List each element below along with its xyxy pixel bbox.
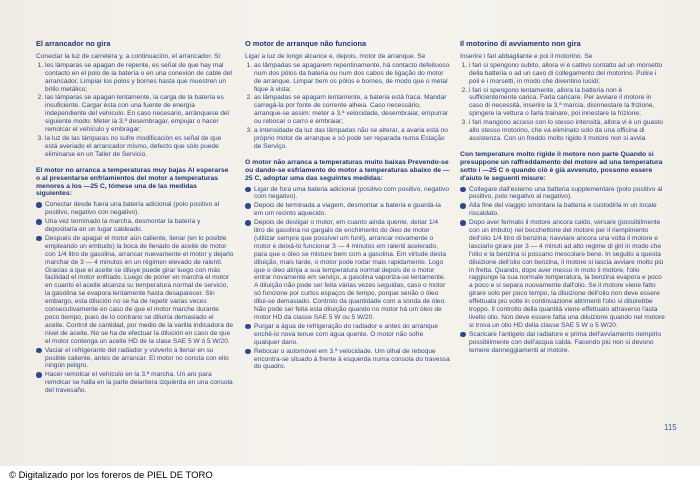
list-item — [245, 323, 450, 347]
list-item-text: Una vez terminado la marcha, desmontar la batería y depositarla en un lugar caldeado. — [45, 218, 201, 234]
numbered-list — [36, 62, 234, 159]
list-item-text: Ligar de fora uma bateria adicional (positivo com positivo, negativo com negativo). — [254, 185, 449, 201]
list-item: 2. las lámparas se apagan lentamente, la carga de la batería es insuficiente. Cargar ésta con una fuente de energía independiente del vehículo. En caso necesario, arránquese del siguiente modo: Meter la 3.ª desembragar, empujar o hacer remolcar el vehículo y embragar; — [45, 94, 234, 134]
bullet-icon — [245, 349, 251, 355]
credit-text: © Digitalizado por los foreros de PIEL DE TORO — [9, 470, 213, 481]
bullet-icon — [36, 236, 42, 242]
bullet-icon — [245, 220, 251, 226]
list-item-text: Scaricare l'antigelo dal radiatore e prima dell'avviamento riempirlo possibilmente con dell'acqua calda. Facendo più non si devono temere danneggiamenti al motore. — [469, 330, 661, 354]
numbered-list — [460, 62, 665, 143]
list-item-text: Depois de desligar o motor, em cuanto ainda quente, deitar 1/4 litro de gasolina no gargalo de enchimento do óleo de motor (utilizar sempre que possível um funil), arrancar novamente o motor e deixá-lo funcionar 3 — 4 minutos em ralenti acelerado, para que o óleo se misture bem com a gasolina. Em virtude desta diluição, mais tarde, o motor pode rodar mais rapidamente. Logo que o óleo atinja a sua temperatura normal depois de o motor entrar novamente em serviço, a gasolina vaporiza-se lentamente. A diluição não pode ser feita várias vezes seguidas, caso o motor só funcione por curtos espaços de tempo, porque senão o óleo dilui-se demasiado. Controlo da quantidade com a sonda de óleo. Não pode ser feita esta diluição quando no motor há um óleo de motor HD da classe SAE 5 W ou 5 W/20. — [254, 219, 447, 321]
bullet-list — [460, 186, 665, 355]
bullet-icon — [36, 372, 42, 378]
list-item — [245, 219, 450, 322]
subsection-title: O motor não arranca a temperaturas muito baixas Prevendo-se ou dando-se esfriamento do motor a temperaturas abaixo de —25 C, adoptar uma das seguintes medidas: — [245, 158, 450, 182]
bullet-icon — [36, 202, 42, 208]
bullet-list — [36, 201, 234, 395]
list-item-text: Dopo aver fermato il motore ancora caldo, versare (possibilmente con un imbuto) nel bocchettone del motore per il riempimento dell'olio 1/4 litro di benzina; riavviare ancora una volta il motore e lasciarlo girare per 3 — 4 minuti ad alto regime di giri in modo che l'olio e la benzina si possano mescolare bene. In seguito a questa diluizione dell'olio con benzina, il motore si lascia avviare molto più in fretta. Quando, dopo aver messo in moto il motore, l'olio raggiunge la sua normale temperatura, la benzina evapora e poco a poco e si separa nuovamente dall'olio. Se il motore viene fatto girare solo per poco tempo, la diluizione dell'olio non deve essere effettuata più volte in continuazione altrimenti l'olio si diluirebbe troppo. Il controllo della quantità viene effettuato attraverso l'asta livello olio. Non deve essere fatta una diluizione quando nel motore si trova un olio HD della classe SAE 5 W o 5 W/20. — [469, 219, 665, 329]
list-item-text: Rebocar o automóvel em 3.ª velocidade. Um olhal de reboque encontra-se situado à frente à esquerda numa consola do travessa do quadro. — [254, 347, 450, 371]
bullet-icon — [245, 203, 251, 209]
bullet-icon — [460, 332, 466, 338]
subsection-title: El motor no arranca a temperaturas muy bajas Al esperarse o al presentarse enfriamientos del motor a temperaturas menores a los —25 C, tómese una de las medidas siguientes: — [36, 166, 229, 198]
column-portuguese — [245, 40, 450, 372]
list-item-text: Vaciar el refrigerante del radiador y volverlo a llenar en su posible caliente, antes de arrancar. El motor no consta con ello ningún peligro. — [45, 346, 229, 370]
list-item — [460, 202, 665, 218]
list-item — [245, 202, 450, 218]
list-item-text: Alla fine del viaggio smontare la batteria e custodirla in un locale riscaldato. — [469, 202, 657, 218]
list-item-text: Hacer remolcar el vehículo en la 3.ª marcha. Un aro para remolcar se halla en la parte delantera izquierda en una consola del travesaño. — [45, 371, 233, 395]
list-item — [245, 186, 450, 202]
bullet-icon — [460, 203, 466, 209]
page-number: 115 — [664, 423, 677, 432]
section-title: El arrancador no gira — [36, 39, 111, 48]
bullet-list — [245, 186, 450, 372]
list-item: 3. a intensidade da luz das lâmpadas não se alterar, a avaria está no próprio motor de arranque e só pode ser reparada numa Estação de Serviço. — [254, 127, 450, 151]
section-title: Il motorino di avviamento non gira — [460, 39, 581, 48]
list-item — [460, 186, 665, 202]
list-item-text: Purgar a água de refrigeração do radiador e antes do arranque enchê-lo nova tenue com água quente. O motor não sofre qualquer dano. — [254, 322, 439, 346]
bullet-icon — [36, 348, 42, 354]
credit-footer — [0, 466, 700, 487]
list-item — [460, 331, 665, 355]
numbered-list — [245, 62, 450, 151]
list-item-text: Collegare dall'esterno una batteria supplementare (polo positivo al positivo, polo negativo al negativo). — [469, 185, 663, 201]
intro-text: Ligar a luz de longo alcance e, depois, motor de arranque. Se — [245, 52, 426, 60]
list-item: 1. les lámparas se apagan de repente, es señal de que hay mal contacto en el polo de la batería o en una conexión de cable del arrancador. Limpiar los polos y bornes hasta que muestren un brillo metálico; — [45, 62, 234, 94]
bullet-icon — [245, 187, 251, 193]
bullet-icon — [36, 219, 42, 225]
list-item: 3. i fari mangono acceso con lo stesso intensità, allora vi è un guasto allo stesso motorino, che va eliminato solo da una officina di assistenza. Con un freddo molto rigido il motore non si avvia — [469, 119, 665, 143]
list-item — [36, 201, 234, 217]
list-item — [36, 218, 234, 234]
list-item-text: Conectar desde fuera una batería adicional (polo positivo al positivo, negativo con negativo). — [45, 201, 220, 217]
list-item — [245, 348, 450, 372]
bullet-icon — [245, 324, 251, 330]
subsection-title: Con temperature molto rigide il motore non parte Quando si presuppone un raffreddamento del motore ad una temperatura sotto i —25 C o quando ciò è già avvenuto, possono essere d'aiuto le seguenti misure: — [460, 150, 663, 182]
column-italian — [460, 40, 665, 356]
bullet-icon — [460, 187, 466, 193]
column-spanish — [36, 40, 234, 396]
list-item: 2. i fari si spengono lentamente, allora la batteria non è sufficientemente carica. Farla caricare. Per avviare il motore in caso di necessità, inserire la 3.ª marcia, disinnestare la frizione, spingere la vettura o farla trainare, poi innestare la frizione; — [469, 87, 665, 119]
intro-text: Inserire i fari abbagliante e poi il motorino. Se — [460, 52, 593, 60]
list-item — [36, 347, 234, 371]
list-item: 3. la luz de las lámparas no sufre modificación es señal de que está averiado el arrancador mismo, defecto que sólo puede eliminarse en un Taller de Servicio. — [45, 135, 234, 159]
list-item-text: Después de apagar el motor aún caliente, llenar (en lo posible empleando un embudo) la boca de llenado de aceite de motor con 1/4 litro de gasolina, arrancar nuevamente el motor y dejarlo marchar de 3 — 4 minutos en un régimen elevado de ralentí. Gracias a que el aceite se diluye puede girar luego con más facilidad el motor enfriado. Luego de poner en marcha el motor en cuanto el aceite alcanza su temperatura normal de servicio, la gasolina se evapora lentamente hasta desaparecer. Sin embargo, esta dilución no se ha de repetir varias veces consecutivamente en caso de que el motor marche durante poco tiempo, pues de lo contrario se diluiría demasiado el aceite. Control de cantidad, por medio de la varilla indicadora de nivel de aceite. No se ha de efectuar la dilución en caso de que el motor contenga un aceite HD de la clase SAE 5 W ó 5 W/20. — [45, 234, 234, 345]
list-item — [36, 371, 234, 395]
list-item — [36, 235, 234, 346]
list-item — [460, 219, 665, 330]
list-item: 2. as lâmpadas se apagam lentamente, a bateria está fraca. Mandar carregá-la por fonte de corrente alheia. Caso necessário, arranque-se assim: meter a 3.ª velocidade, desembraiar, empurrar ou rebocar o carro e embraiar; — [254, 94, 450, 126]
section-title: O motor de arranque não funciona — [245, 39, 367, 48]
list-item-text: Depois de terminada a viagem, desmontar a bateria e guardá-la em um recinto aquecido. — [254, 202, 441, 218]
list-item: 1. i fari si spengono subito, allora vi è cattivo contatto ad un morsetto della batteria o ad un cavo di collegamento del motorino. Pulire i poli e i morsetti, in modo che diventino lucidi; — [469, 62, 665, 86]
list-item: 1. as lâmpadas se apagarem repentinamente, há contacto defeituoso num dos pólos da bateria ou num dos cabos de ligação do motor de arranque. Limpar bem os pólos e bornes, de modo que o metal fique à vista; — [254, 62, 450, 94]
bullet-icon — [460, 220, 466, 226]
intro-text: Conectar la luz de carretera y, a continuación, el arrancador. Si: — [36, 52, 222, 60]
